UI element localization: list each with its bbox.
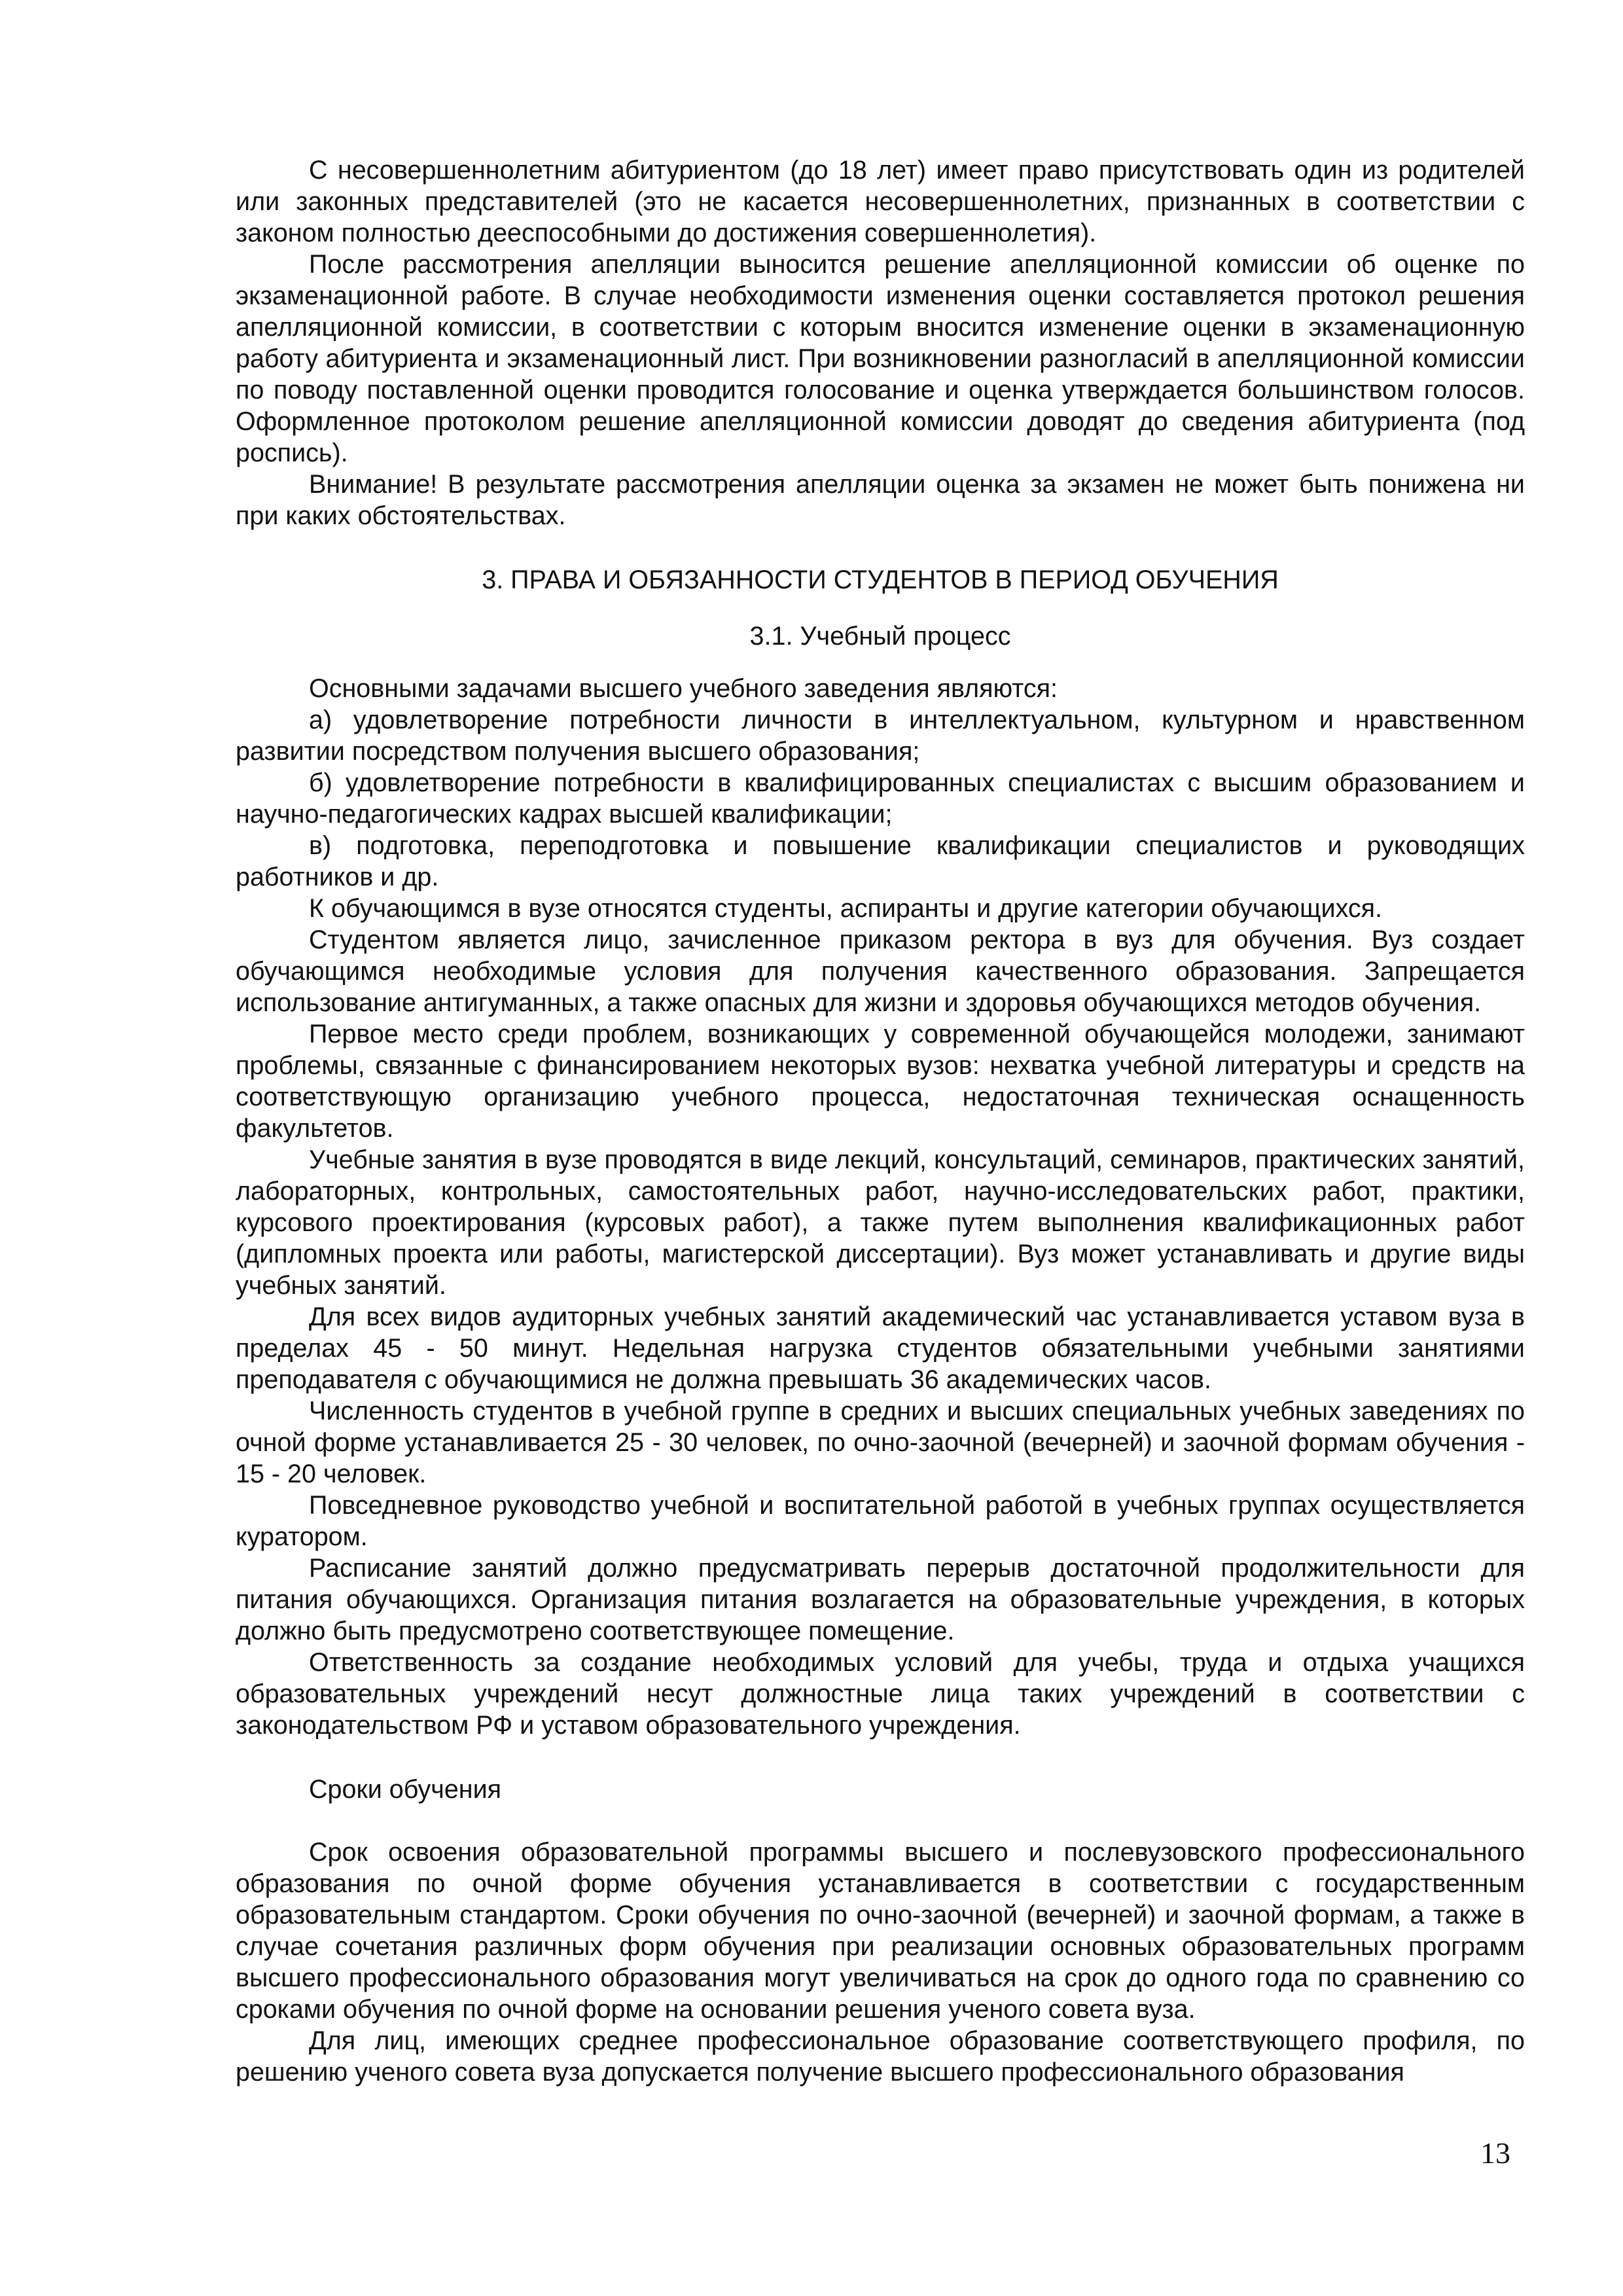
paragraph-appeal-decision: После рассмотрения апелляции выносится решение апелляционной комиссии об оценке по экзаменационной работе. В случае необходимости изменения оценки составляется протокол решения апелляционной комиссии, в соответствии с которым вносится изменение оценки в экзаменационную работу абитуриента и экзаменационный лист. При возникновении разногласий в апелляционной комиссии по поводу поставленной оценки проводится голосование и оценка утверждается большинством голосов. Оформленное протоколом решение апелляционной комиссии доводят до сведения абитуриента (под роспись).	[236, 250, 1525, 467]
terms-heading: Сроки обучения	[309, 1775, 502, 1804]
paragraph-minor-applicant-parent: С несовершеннолетним абитуриентом (до 18 лет) имеет право присутствовать один из родителей или законных представителей (это не касается несовершеннолетних, признанных в соответствии с законом полностью дееспособными до достижения совершеннолетия).	[236, 156, 1525, 247]
paragraph-schedule: Расписание занятий должно предусматривать перерыв достаточной продолжительности для питания обучающихся. Организация питания возлагается на образовательные учреждения, в которых должно быть предусмотрено соответствующее помещение.	[236, 1554, 1525, 1645]
document-page	[236, 154, 1525, 2088]
paragraph-secondary-education: Для лиц, имеющих среднее профессиональное образование соответствующего профиля, по решению ученого совета вуза допускается получение высшего профессионального образования	[236, 2026, 1525, 2087]
paragraph-class-types: Учебные занятия в вузе проводятся в виде лекций, консультаций, семинаров, практических занятий, лабораторных, контрольных, самостоятельных работ, научно-исследовательских работ, практики, курсового проектирования (курсовых работ), а также путем выполнения квалификационных работ (дипломных проекта или работы, магистерской диссертации). Вуз может устанавливать и другие виды учебных занятий.	[236, 1145, 1525, 1300]
paragraph-academic-hour: Для всех видов аудиторных учебных занятий академический час устанавливается уставом вуза в пределах 45 - 50 минут. Недельная нагрузка студентов обязательными учебными занятиями преподавателя с обучающимися не должна превышать 36 академических часов.	[236, 1302, 1525, 1394]
paragraph-student-definition: Студентом является лицо, зачисленное приказом ректора в вуз для обучения. Вуз создает обучающимся необходимые условия для получения качественного образования. Запрещается использование антигуманных, а также опасных для жизни и здоровья обучающихся методов обучения.	[236, 925, 1525, 1017]
paragraph-problems: Первое место среди проблем, возникающих у современной обучающейся молодежи, занимают проблемы, связанные с финансированием некоторых вузов: нехватка учебной литературы и средств на соответствующую организацию учебного процесса, недостаточная техническая оснащенность факультетов.	[236, 1020, 1525, 1143]
paragraph-program-duration: Срок освоения образовательной программы высшего и послевузовского профессионального образования по очной форме обучения устанавливается в соответствии с государственным образовательным стандартом. Сроки обучения по очно-заочной (вечерней) и заочной формам, а также в случае сочетания различных форм обучения при реализации основных образовательных программ высшего профессионального образования могут увеличиваться на срок до одного года по сравнению со сроками обучения по очной форме на основании решения ученого совета вуза.	[236, 1838, 1525, 2024]
paragraph-learners: К обучающимся в вузе относятся студенты, аспиранты и другие категории обучающихся.	[309, 894, 1382, 923]
subsection-heading: 3.1. Учебный процесс	[749, 622, 1011, 651]
paragraph-appeal-warning: Внимание! В результате рассмотрения апелляции оценка за экзамен не может быть понижена ни при каких обстоятельствах.	[236, 470, 1525, 530]
page-number: 13	[1480, 2136, 1510, 2170]
paragraph-task-a: а) удовлетворение потребности личности в интеллектуальном, культурном и нравственном развитии посредством получения высшего образования;	[236, 706, 1525, 766]
section-heading: 3. ПРАВА И ОБЯЗАННОСТИ СТУДЕНТОВ В ПЕРИОД ОБУЧЕНИЯ	[482, 565, 1279, 594]
paragraph-responsibility: Ответственность за создание необходимых условий для учебы, труда и отдыха учащихся образовательных учреждений несут должностные лица таких учреждений в соответствии с законодательством РФ и уставом образовательного учреждения.	[236, 1648, 1525, 1740]
paragraph-task-c: в) подготовка, переподготовка и повышение квалификации специалистов и руководящих работников и др.	[236, 831, 1525, 891]
paragraph-main-tasks: Основными задачами высшего учебного заведения являются:	[309, 674, 1058, 703]
paragraph-group-size: Численность студентов в учебной группе в средних и высших специальных учебных заведениях по очной форме устанавливается 25 - 30 человек, по очно-заочной (вечерней) и заочной формам обучения - 15 - 20 человек.	[236, 1397, 1525, 1488]
paragraph-task-b: б) удовлетворение потребности в квалифицированных специалистах с высшим образованием и научно-педагогических кадрах высшей квалификации;	[236, 768, 1525, 829]
paragraph-curator: Повседневное руководство учебной и воспитательной работой в учебных группах осуществляется куратором.	[236, 1491, 1525, 1551]
